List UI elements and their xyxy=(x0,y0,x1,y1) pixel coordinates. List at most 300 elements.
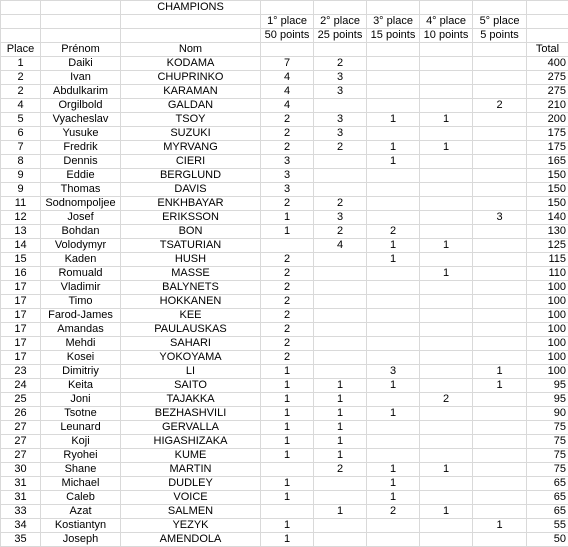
nom-cell[interactable]: HOKKANEN xyxy=(121,295,261,309)
place-4-count-cell[interactable] xyxy=(420,491,473,505)
total-cell[interactable]: 75 xyxy=(527,435,568,449)
total-cell[interactable]: 165 xyxy=(527,155,568,169)
place-5-count-cell[interactable] xyxy=(473,533,527,547)
total-cell[interactable]: 65 xyxy=(527,477,568,491)
cell[interactable] xyxy=(1,15,41,29)
total-cell[interactable]: 200 xyxy=(527,113,568,127)
prenom-cell[interactable]: Leunard xyxy=(41,421,121,435)
place-cell[interactable]: 34 xyxy=(1,519,41,533)
place-1-points[interactable]: 50 points xyxy=(261,29,314,43)
place-4-count-cell[interactable]: 1 xyxy=(420,463,473,477)
place-2-count-cell[interactable]: 3 xyxy=(314,211,367,225)
total-cell[interactable]: 150 xyxy=(527,169,568,183)
place-4-count-cell[interactable] xyxy=(420,253,473,267)
place-1-count-cell[interactable]: 1 xyxy=(261,477,314,491)
total-cell[interactable]: 275 xyxy=(527,85,568,99)
place-3-count-cell[interactable] xyxy=(367,99,420,113)
nom-cell[interactable]: ERIKSSON xyxy=(121,211,261,225)
place-cell[interactable]: 17 xyxy=(1,295,41,309)
total-cell[interactable]: 400 xyxy=(527,57,568,71)
place-5-count-cell[interactable] xyxy=(473,295,527,309)
place-2-count-cell[interactable] xyxy=(314,519,367,533)
cell[interactable] xyxy=(527,1,568,15)
place-4-count-cell[interactable] xyxy=(420,533,473,547)
place-1-count-cell[interactable]: 1 xyxy=(261,449,314,463)
place-column-header[interactable]: Place xyxy=(1,43,41,57)
place-cell[interactable]: 16 xyxy=(1,267,41,281)
place-1-count-cell[interactable]: 2 xyxy=(261,281,314,295)
prenom-cell[interactable]: Daiki xyxy=(41,57,121,71)
place-1-count-cell[interactable]: 1 xyxy=(261,533,314,547)
place-3-count-cell[interactable] xyxy=(367,533,420,547)
place-5-count-cell[interactable] xyxy=(473,449,527,463)
place-3-count-cell[interactable] xyxy=(367,281,420,295)
place-1-count-cell[interactable] xyxy=(261,463,314,477)
prenom-cell[interactable]: Mehdi xyxy=(41,337,121,351)
place-3-count-cell[interactable] xyxy=(367,85,420,99)
place-1-count-cell[interactable]: 4 xyxy=(261,99,314,113)
total-cell[interactable]: 65 xyxy=(527,491,568,505)
place-2-count-cell[interactable]: 2 xyxy=(314,141,367,155)
cell[interactable] xyxy=(261,1,314,15)
place-4-count-cell[interactable] xyxy=(420,57,473,71)
place-1-count-cell[interactable]: 2 xyxy=(261,309,314,323)
cell[interactable] xyxy=(41,29,121,43)
place-3-count-cell[interactable] xyxy=(367,295,420,309)
place-4-count-cell[interactable]: 1 xyxy=(420,239,473,253)
place-cell[interactable]: 25 xyxy=(1,393,41,407)
place-2-count-cell[interactable] xyxy=(314,99,367,113)
nom-cell[interactable]: MARTIN xyxy=(121,463,261,477)
place-5-header[interactable]: 5° place xyxy=(473,15,527,29)
place-3-count-cell[interactable] xyxy=(367,71,420,85)
place-1-count-cell[interactable] xyxy=(261,505,314,519)
place-5-count-cell[interactable] xyxy=(473,113,527,127)
place-cell[interactable]: 31 xyxy=(1,477,41,491)
nom-cell[interactable]: BALYNETS xyxy=(121,281,261,295)
place-1-count-cell[interactable]: 2 xyxy=(261,351,314,365)
place-4-header[interactable]: 4° place xyxy=(420,15,473,29)
nom-cell[interactable]: TSOY xyxy=(121,113,261,127)
nom-cell[interactable]: MASSE xyxy=(121,267,261,281)
place-4-count-cell[interactable] xyxy=(420,225,473,239)
place-3-count-cell[interactable] xyxy=(367,127,420,141)
prenom-cell[interactable]: Thomas xyxy=(41,183,121,197)
place-1-count-cell[interactable]: 1 xyxy=(261,407,314,421)
place-cell[interactable]: 17 xyxy=(1,337,41,351)
cell[interactable] xyxy=(420,43,473,57)
place-2-count-cell[interactable] xyxy=(314,365,367,379)
place-5-count-cell[interactable] xyxy=(473,71,527,85)
nom-cell[interactable]: HIGASHIZAKA xyxy=(121,435,261,449)
place-2-count-cell[interactable]: 4 xyxy=(314,239,367,253)
place-3-count-cell[interactable] xyxy=(367,393,420,407)
place-3-count-cell[interactable]: 1 xyxy=(367,491,420,505)
prenom-cell[interactable]: Sodnompoljee xyxy=(41,197,121,211)
place-5-count-cell[interactable]: 1 xyxy=(473,379,527,393)
nom-cell[interactable]: CHUPRINKO xyxy=(121,71,261,85)
place-3-count-cell[interactable]: 1 xyxy=(367,239,420,253)
total-cell[interactable]: 115 xyxy=(527,253,568,267)
prenom-cell[interactable]: Ryohei xyxy=(41,449,121,463)
place-2-count-cell[interactable] xyxy=(314,295,367,309)
place-2-count-cell[interactable] xyxy=(314,337,367,351)
place-cell[interactable]: 7 xyxy=(1,141,41,155)
total-cell[interactable]: 110 xyxy=(527,267,568,281)
nom-cell[interactable]: DAVIS xyxy=(121,183,261,197)
total-column-header[interactable]: Total xyxy=(527,43,568,57)
place-4-count-cell[interactable] xyxy=(420,155,473,169)
nom-cell[interactable]: KUME xyxy=(121,449,261,463)
prenom-cell[interactable]: Kosei xyxy=(41,351,121,365)
place-2-count-cell[interactable] xyxy=(314,477,367,491)
place-5-count-cell[interactable]: 3 xyxy=(473,211,527,225)
place-1-count-cell[interactable]: 1 xyxy=(261,393,314,407)
prenom-cell[interactable]: Abdulkarim xyxy=(41,85,121,99)
place-2-count-cell[interactable]: 1 xyxy=(314,379,367,393)
place-3-count-cell[interactable]: 2 xyxy=(367,505,420,519)
place-4-count-cell[interactable] xyxy=(420,99,473,113)
place-1-count-cell[interactable]: 1 xyxy=(261,519,314,533)
place-cell[interactable]: 1 xyxy=(1,57,41,71)
nom-cell[interactable]: KEE xyxy=(121,309,261,323)
place-cell[interactable]: 30 xyxy=(1,463,41,477)
place-5-count-cell[interactable] xyxy=(473,155,527,169)
place-3-count-cell[interactable] xyxy=(367,519,420,533)
place-2-count-cell[interactable]: 2 xyxy=(314,225,367,239)
place-2-count-cell[interactable]: 1 xyxy=(314,393,367,407)
place-4-count-cell[interactable]: 1 xyxy=(420,141,473,155)
place-cell[interactable]: 4 xyxy=(1,99,41,113)
place-1-count-cell[interactable]: 2 xyxy=(261,295,314,309)
prenom-cell[interactable]: Tsotne xyxy=(41,407,121,421)
place-2-count-cell[interactable] xyxy=(314,351,367,365)
nom-cell[interactable]: MYRVANG xyxy=(121,141,261,155)
place-5-count-cell[interactable] xyxy=(473,141,527,155)
place-2-count-cell[interactable] xyxy=(314,267,367,281)
total-cell[interactable]: 130 xyxy=(527,225,568,239)
cell[interactable] xyxy=(121,15,261,29)
place-2-count-cell[interactable] xyxy=(314,169,367,183)
nom-cell[interactable]: HUSH xyxy=(121,253,261,267)
place-1-count-cell[interactable]: 1 xyxy=(261,365,314,379)
place-cell[interactable]: 35 xyxy=(1,533,41,547)
prenom-cell[interactable]: Vyacheslav xyxy=(41,113,121,127)
place-5-count-cell[interactable] xyxy=(473,197,527,211)
place-5-count-cell[interactable]: 1 xyxy=(473,519,527,533)
place-3-points[interactable]: 15 points xyxy=(367,29,420,43)
prenom-cell[interactable]: Bohdan xyxy=(41,225,121,239)
cell[interactable] xyxy=(473,1,527,15)
place-3-count-cell[interactable] xyxy=(367,435,420,449)
place-cell[interactable]: 31 xyxy=(1,491,41,505)
place-4-count-cell[interactable] xyxy=(420,519,473,533)
place-2-count-cell[interactable]: 1 xyxy=(314,421,367,435)
place-3-count-cell[interactable]: 1 xyxy=(367,463,420,477)
place-5-count-cell[interactable]: 2 xyxy=(473,99,527,113)
place-cell[interactable]: 33 xyxy=(1,505,41,519)
cell[interactable] xyxy=(41,15,121,29)
total-cell[interactable]: 55 xyxy=(527,519,568,533)
place-cell[interactable]: 14 xyxy=(1,239,41,253)
place-5-count-cell[interactable] xyxy=(473,267,527,281)
place-4-count-cell[interactable] xyxy=(420,281,473,295)
place-3-count-cell[interactable]: 1 xyxy=(367,407,420,421)
nom-cell[interactable]: SALMEN xyxy=(121,505,261,519)
place-4-count-cell[interactable] xyxy=(420,85,473,99)
nom-cell[interactable]: TAJAKKA xyxy=(121,393,261,407)
cell[interactable] xyxy=(314,1,367,15)
nom-cell[interactable]: SAHARI xyxy=(121,337,261,351)
place-4-count-cell[interactable] xyxy=(420,71,473,85)
place-5-count-cell[interactable] xyxy=(473,337,527,351)
nom-cell[interactable]: YOKOYAMA xyxy=(121,351,261,365)
prenom-column-header[interactable]: Prénom xyxy=(41,43,121,57)
cell[interactable] xyxy=(1,1,41,15)
place-4-count-cell[interactable] xyxy=(420,323,473,337)
cell[interactable] xyxy=(527,29,568,43)
total-cell[interactable]: 150 xyxy=(527,197,568,211)
prenom-cell[interactable]: Fredrik xyxy=(41,141,121,155)
total-cell[interactable]: 75 xyxy=(527,463,568,477)
place-cell[interactable]: 5 xyxy=(1,113,41,127)
place-2-count-cell[interactable]: 2 xyxy=(314,197,367,211)
place-1-count-cell[interactable]: 4 xyxy=(261,85,314,99)
prenom-cell[interactable]: Farod-James xyxy=(41,309,121,323)
place-5-points[interactable]: 5 points xyxy=(473,29,527,43)
nom-cell[interactable]: LI xyxy=(121,365,261,379)
place-cell[interactable]: 26 xyxy=(1,407,41,421)
place-5-count-cell[interactable] xyxy=(473,309,527,323)
place-4-count-cell[interactable]: 1 xyxy=(420,267,473,281)
prenom-cell[interactable]: Kaden xyxy=(41,253,121,267)
place-5-count-cell[interactable] xyxy=(473,463,527,477)
prenom-cell[interactable]: Eddie xyxy=(41,169,121,183)
place-2-count-cell[interactable] xyxy=(314,309,367,323)
place-3-header[interactable]: 3° place xyxy=(367,15,420,29)
prenom-cell[interactable]: Michael xyxy=(41,477,121,491)
total-cell[interactable]: 175 xyxy=(527,141,568,155)
place-3-count-cell[interactable] xyxy=(367,323,420,337)
nom-cell[interactable]: YEZYK xyxy=(121,519,261,533)
nom-cell[interactable]: KARAMAN xyxy=(121,85,261,99)
prenom-cell[interactable]: Joseph xyxy=(41,533,121,547)
place-3-count-cell[interactable]: 1 xyxy=(367,155,420,169)
nom-cell[interactable]: PAULAUSKAS xyxy=(121,323,261,337)
place-2-count-cell[interactable] xyxy=(314,533,367,547)
nom-column-header[interactable]: Nom xyxy=(121,43,261,57)
place-1-count-cell[interactable]: 1 xyxy=(261,211,314,225)
total-cell[interactable]: 100 xyxy=(527,281,568,295)
cell[interactable] xyxy=(41,1,121,15)
place-3-count-cell[interactable] xyxy=(367,267,420,281)
prenom-cell[interactable]: Kostiantyn xyxy=(41,519,121,533)
place-2-count-cell[interactable] xyxy=(314,281,367,295)
cell[interactable] xyxy=(420,1,473,15)
nom-cell[interactable]: ENKHBAYAR xyxy=(121,197,261,211)
prenom-cell[interactable]: Caleb xyxy=(41,491,121,505)
prenom-cell[interactable]: Josef xyxy=(41,211,121,225)
place-5-count-cell[interactable] xyxy=(473,85,527,99)
total-cell[interactable]: 75 xyxy=(527,449,568,463)
prenom-cell[interactable]: Shane xyxy=(41,463,121,477)
place-cell[interactable]: 17 xyxy=(1,323,41,337)
place-3-count-cell[interactable]: 3 xyxy=(367,365,420,379)
place-2-count-cell[interactable]: 3 xyxy=(314,127,367,141)
place-4-count-cell[interactable] xyxy=(420,407,473,421)
place-2-count-cell[interactable] xyxy=(314,183,367,197)
place-5-count-cell[interactable] xyxy=(473,477,527,491)
place-1-count-cell[interactable]: 3 xyxy=(261,155,314,169)
place-cell[interactable]: 24 xyxy=(1,379,41,393)
prenom-cell[interactable]: Keita xyxy=(41,379,121,393)
place-3-count-cell[interactable] xyxy=(367,421,420,435)
nom-cell[interactable]: VOICE xyxy=(121,491,261,505)
place-2-count-cell[interactable] xyxy=(314,253,367,267)
place-4-count-cell[interactable] xyxy=(420,309,473,323)
total-cell[interactable]: 275 xyxy=(527,71,568,85)
place-cell[interactable]: 15 xyxy=(1,253,41,267)
place-4-count-cell[interactable] xyxy=(420,351,473,365)
prenom-cell[interactable]: Timo xyxy=(41,295,121,309)
cell[interactable] xyxy=(367,43,420,57)
place-5-count-cell[interactable] xyxy=(473,281,527,295)
place-1-count-cell[interactable]: 4 xyxy=(261,71,314,85)
place-3-count-cell[interactable] xyxy=(367,197,420,211)
place-cell[interactable]: 9 xyxy=(1,169,41,183)
place-4-count-cell[interactable] xyxy=(420,127,473,141)
place-5-count-cell[interactable]: 1 xyxy=(473,365,527,379)
place-1-count-cell[interactable]: 2 xyxy=(261,323,314,337)
place-5-count-cell[interactable] xyxy=(473,491,527,505)
place-2-count-cell[interactable]: 3 xyxy=(314,85,367,99)
place-5-count-cell[interactable] xyxy=(473,239,527,253)
place-cell[interactable]: 27 xyxy=(1,449,41,463)
total-cell[interactable]: 100 xyxy=(527,309,568,323)
place-4-count-cell[interactable] xyxy=(420,183,473,197)
total-cell[interactable]: 100 xyxy=(527,351,568,365)
place-5-count-cell[interactable] xyxy=(473,57,527,71)
prenom-cell[interactable]: Koji xyxy=(41,435,121,449)
total-cell[interactable]: 50 xyxy=(527,533,568,547)
place-3-count-cell[interactable]: 1 xyxy=(367,379,420,393)
place-1-count-cell[interactable]: 2 xyxy=(261,141,314,155)
prenom-cell[interactable]: Dimitriy xyxy=(41,365,121,379)
place-1-header[interactable]: 1° place xyxy=(261,15,314,29)
place-3-count-cell[interactable]: 1 xyxy=(367,253,420,267)
place-cell[interactable]: 6 xyxy=(1,127,41,141)
cell[interactable] xyxy=(473,43,527,57)
place-4-count-cell[interactable] xyxy=(420,435,473,449)
cell[interactable] xyxy=(1,29,41,43)
prenom-cell[interactable]: Joni xyxy=(41,393,121,407)
nom-cell[interactable]: GERVALLA xyxy=(121,421,261,435)
place-4-count-cell[interactable] xyxy=(420,169,473,183)
place-2-count-cell[interactable]: 2 xyxy=(314,463,367,477)
place-3-count-cell[interactable] xyxy=(367,183,420,197)
prenom-cell[interactable]: Orgilbold xyxy=(41,99,121,113)
prenom-cell[interactable]: Azat xyxy=(41,505,121,519)
place-3-count-cell[interactable] xyxy=(367,169,420,183)
prenom-cell[interactable]: Dennis xyxy=(41,155,121,169)
place-3-count-cell[interactable]: 1 xyxy=(367,141,420,155)
prenom-cell[interactable]: Ivan xyxy=(41,71,121,85)
place-3-count-cell[interactable] xyxy=(367,351,420,365)
nom-cell[interactable]: BEZHASHVILI xyxy=(121,407,261,421)
place-4-count-cell[interactable] xyxy=(420,197,473,211)
place-5-count-cell[interactable] xyxy=(473,225,527,239)
place-1-count-cell[interactable]: 1 xyxy=(261,435,314,449)
nom-cell[interactable]: SUZUKI xyxy=(121,127,261,141)
place-1-count-cell[interactable]: 1 xyxy=(261,379,314,393)
place-cell[interactable]: 27 xyxy=(1,435,41,449)
place-1-count-cell[interactable]: 2 xyxy=(261,337,314,351)
place-3-count-cell[interactable]: 2 xyxy=(367,225,420,239)
place-5-count-cell[interactable] xyxy=(473,351,527,365)
place-3-count-cell[interactable] xyxy=(367,57,420,71)
place-5-count-cell[interactable] xyxy=(473,323,527,337)
place-1-count-cell[interactable]: 2 xyxy=(261,197,314,211)
place-5-count-cell[interactable] xyxy=(473,435,527,449)
place-5-count-cell[interactable] xyxy=(473,253,527,267)
place-5-count-cell[interactable] xyxy=(473,127,527,141)
nom-cell[interactable]: BON xyxy=(121,225,261,239)
place-3-count-cell[interactable]: 1 xyxy=(367,113,420,127)
place-cell[interactable]: 17 xyxy=(1,309,41,323)
place-3-count-cell[interactable] xyxy=(367,337,420,351)
place-2-count-cell[interactable] xyxy=(314,491,367,505)
nom-cell[interactable]: TSATURIAN xyxy=(121,239,261,253)
place-cell[interactable]: 23 xyxy=(1,365,41,379)
total-cell[interactable]: 140 xyxy=(527,211,568,225)
nom-cell[interactable]: BERGLUND xyxy=(121,169,261,183)
total-cell[interactable]: 175 xyxy=(527,127,568,141)
place-4-count-cell[interactable]: 1 xyxy=(420,113,473,127)
prenom-cell[interactable]: Volodymyr xyxy=(41,239,121,253)
place-4-count-cell[interactable] xyxy=(420,295,473,309)
total-cell[interactable]: 150 xyxy=(527,183,568,197)
place-3-count-cell[interactable] xyxy=(367,211,420,225)
place-4-count-cell[interactable] xyxy=(420,365,473,379)
place-5-count-cell[interactable] xyxy=(473,407,527,421)
place-cell[interactable]: 9 xyxy=(1,183,41,197)
place-cell[interactable]: 2 xyxy=(1,85,41,99)
nom-cell[interactable]: KODAMA xyxy=(121,57,261,71)
place-1-count-cell[interactable] xyxy=(261,239,314,253)
place-2-count-cell[interactable]: 1 xyxy=(314,449,367,463)
nom-cell[interactable]: DUDLEY xyxy=(121,477,261,491)
cell[interactable] xyxy=(367,1,420,15)
place-1-count-cell[interactable]: 7 xyxy=(261,57,314,71)
total-cell[interactable]: 100 xyxy=(527,323,568,337)
place-1-count-cell[interactable]: 2 xyxy=(261,127,314,141)
nom-cell[interactable]: SAITO xyxy=(121,379,261,393)
cell[interactable] xyxy=(314,43,367,57)
place-2-header[interactable]: 2° place xyxy=(314,15,367,29)
place-4-count-cell[interactable] xyxy=(420,337,473,351)
place-2-count-cell[interactable]: 1 xyxy=(314,505,367,519)
place-5-count-cell[interactable] xyxy=(473,183,527,197)
cell[interactable] xyxy=(261,43,314,57)
place-2-count-cell[interactable] xyxy=(314,155,367,169)
place-4-count-cell[interactable] xyxy=(420,421,473,435)
cell[interactable] xyxy=(527,15,568,29)
place-2-count-cell[interactable]: 1 xyxy=(314,435,367,449)
cell[interactable] xyxy=(121,29,261,43)
place-1-count-cell[interactable]: 1 xyxy=(261,421,314,435)
place-4-points[interactable]: 10 points xyxy=(420,29,473,43)
total-cell[interactable]: 100 xyxy=(527,337,568,351)
